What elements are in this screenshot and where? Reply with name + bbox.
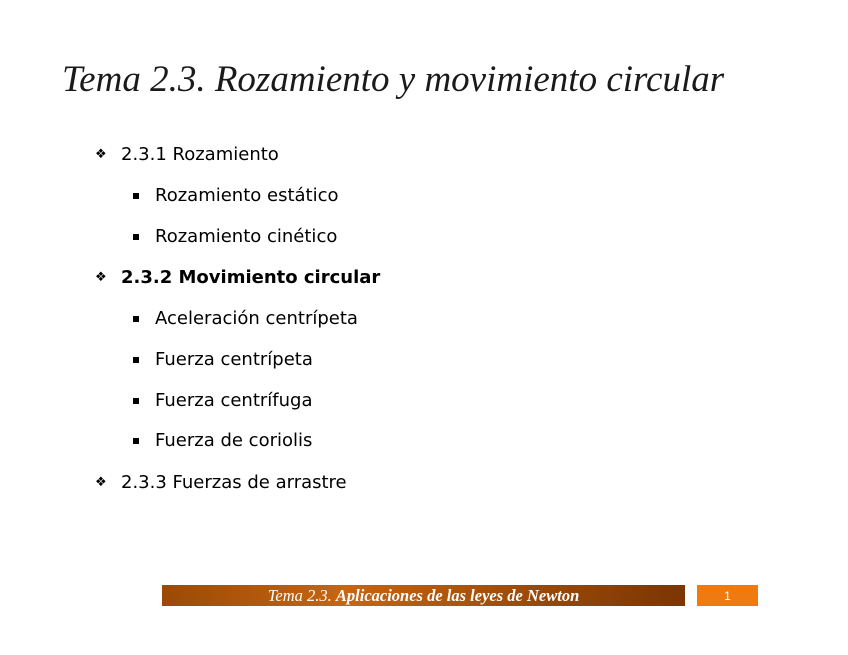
outline-item-label: Fuerza de coriolis	[155, 430, 313, 451]
square-bullet-icon	[133, 357, 139, 363]
square-bullet-icon	[133, 316, 139, 322]
square-bullet-icon	[133, 398, 139, 404]
footer-prefix: Tema 2.3.	[267, 585, 332, 605]
outline-item-label: Fuerza centrífuga	[155, 390, 313, 411]
square-bullet-icon	[133, 234, 139, 240]
outline-subitem-fuerza-centrifuga	[133, 390, 313, 412]
outline-item-movimiento-circular	[95, 267, 380, 289]
outline-subitem-aceleracion-centripeta	[133, 308, 358, 330]
outline-item-label: Rozamiento estático	[155, 185, 339, 206]
outline-item-label: 2.3.3 Fuerzas de arrastre	[121, 472, 347, 493]
outline-item-label: 2.3.1 Rozamiento	[121, 144, 279, 165]
diamond-bullet-icon: ❖	[95, 475, 107, 490]
outline-subitem-rozamiento-estatico	[133, 185, 339, 207]
square-bullet-icon	[133, 438, 139, 444]
outline-subitem-rozamiento-cinetico	[133, 226, 337, 248]
outline-item-rozamiento	[95, 144, 279, 166]
outline-item-label: Fuerza centrípeta	[155, 349, 313, 370]
footer-text	[268, 586, 580, 606]
outline-item-label: 2.3.2 Movimiento circular	[121, 267, 381, 288]
footer-bar	[162, 585, 685, 606]
slide-title: Tema 2.3. Rozamiento y movimiento circular	[62, 59, 725, 100]
outline-item-label: Aceleración centrípeta	[155, 308, 358, 329]
outline-subitem-fuerza-centripeta	[133, 349, 313, 371]
page-number: 1	[697, 585, 758, 606]
square-bullet-icon	[133, 193, 139, 199]
outline-item-label: Rozamiento cinético	[155, 226, 338, 247]
outline-subitem-fuerza-coriolis	[133, 430, 312, 452]
diamond-bullet-icon: ❖	[95, 147, 107, 162]
footer-subtitle: Aplicaciones de las leyes de Newton	[335, 585, 580, 605]
outline-item-fuerzas-arrastre	[95, 472, 347, 494]
diamond-bullet-icon: ❖	[95, 270, 107, 285]
